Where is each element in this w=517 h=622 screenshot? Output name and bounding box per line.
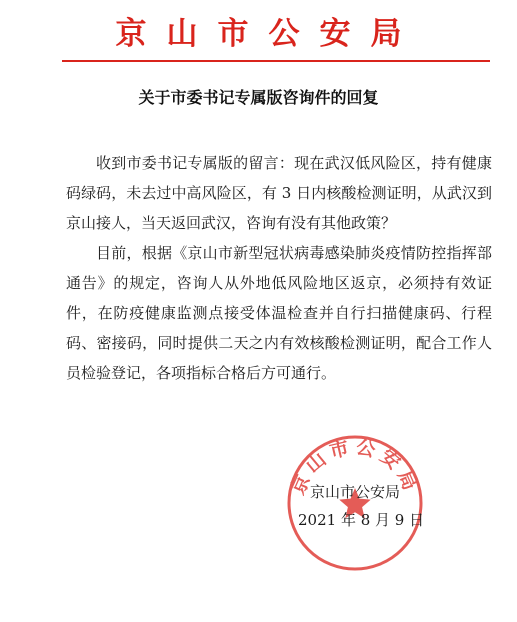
signature-block bbox=[298, 478, 438, 534]
seal-text: 京山市公安局 bbox=[286, 435, 424, 498]
answer-paragraph: 目前，根据《京山市新型冠状病毒感染肺炎疫情防控指挥部通告》的规定，咨询人从外地低风险地区返京，必须持有效证件，在防疫健康监测点接受体温检查并自行扫描健康码、行程码、密接码，同时提供二天之内有效核酸检测证明，配合工作人员检验登记，各项指标合格后方可通行。 bbox=[66, 244, 492, 382]
question-paragraph: 收到市委书记专属版的留言：现在武汉低风险区，持有健康码绿码，未去过中高风险区，有 3 日内核酸检测证明，从武汉到京山接人，当天返回武汉，咨询有没有其他政策？ bbox=[66, 154, 492, 232]
document-title: 关于市委书记专属版咨询件的回复 bbox=[138, 88, 379, 107]
signature-date: 2021 年 8 月 9 日 bbox=[298, 511, 425, 529]
document-body bbox=[66, 148, 492, 388]
signature-organization: 京山市公安局 bbox=[310, 483, 401, 501]
letterhead-divider bbox=[62, 60, 490, 62]
letterhead-title: 京山市公安局 bbox=[115, 16, 422, 52]
